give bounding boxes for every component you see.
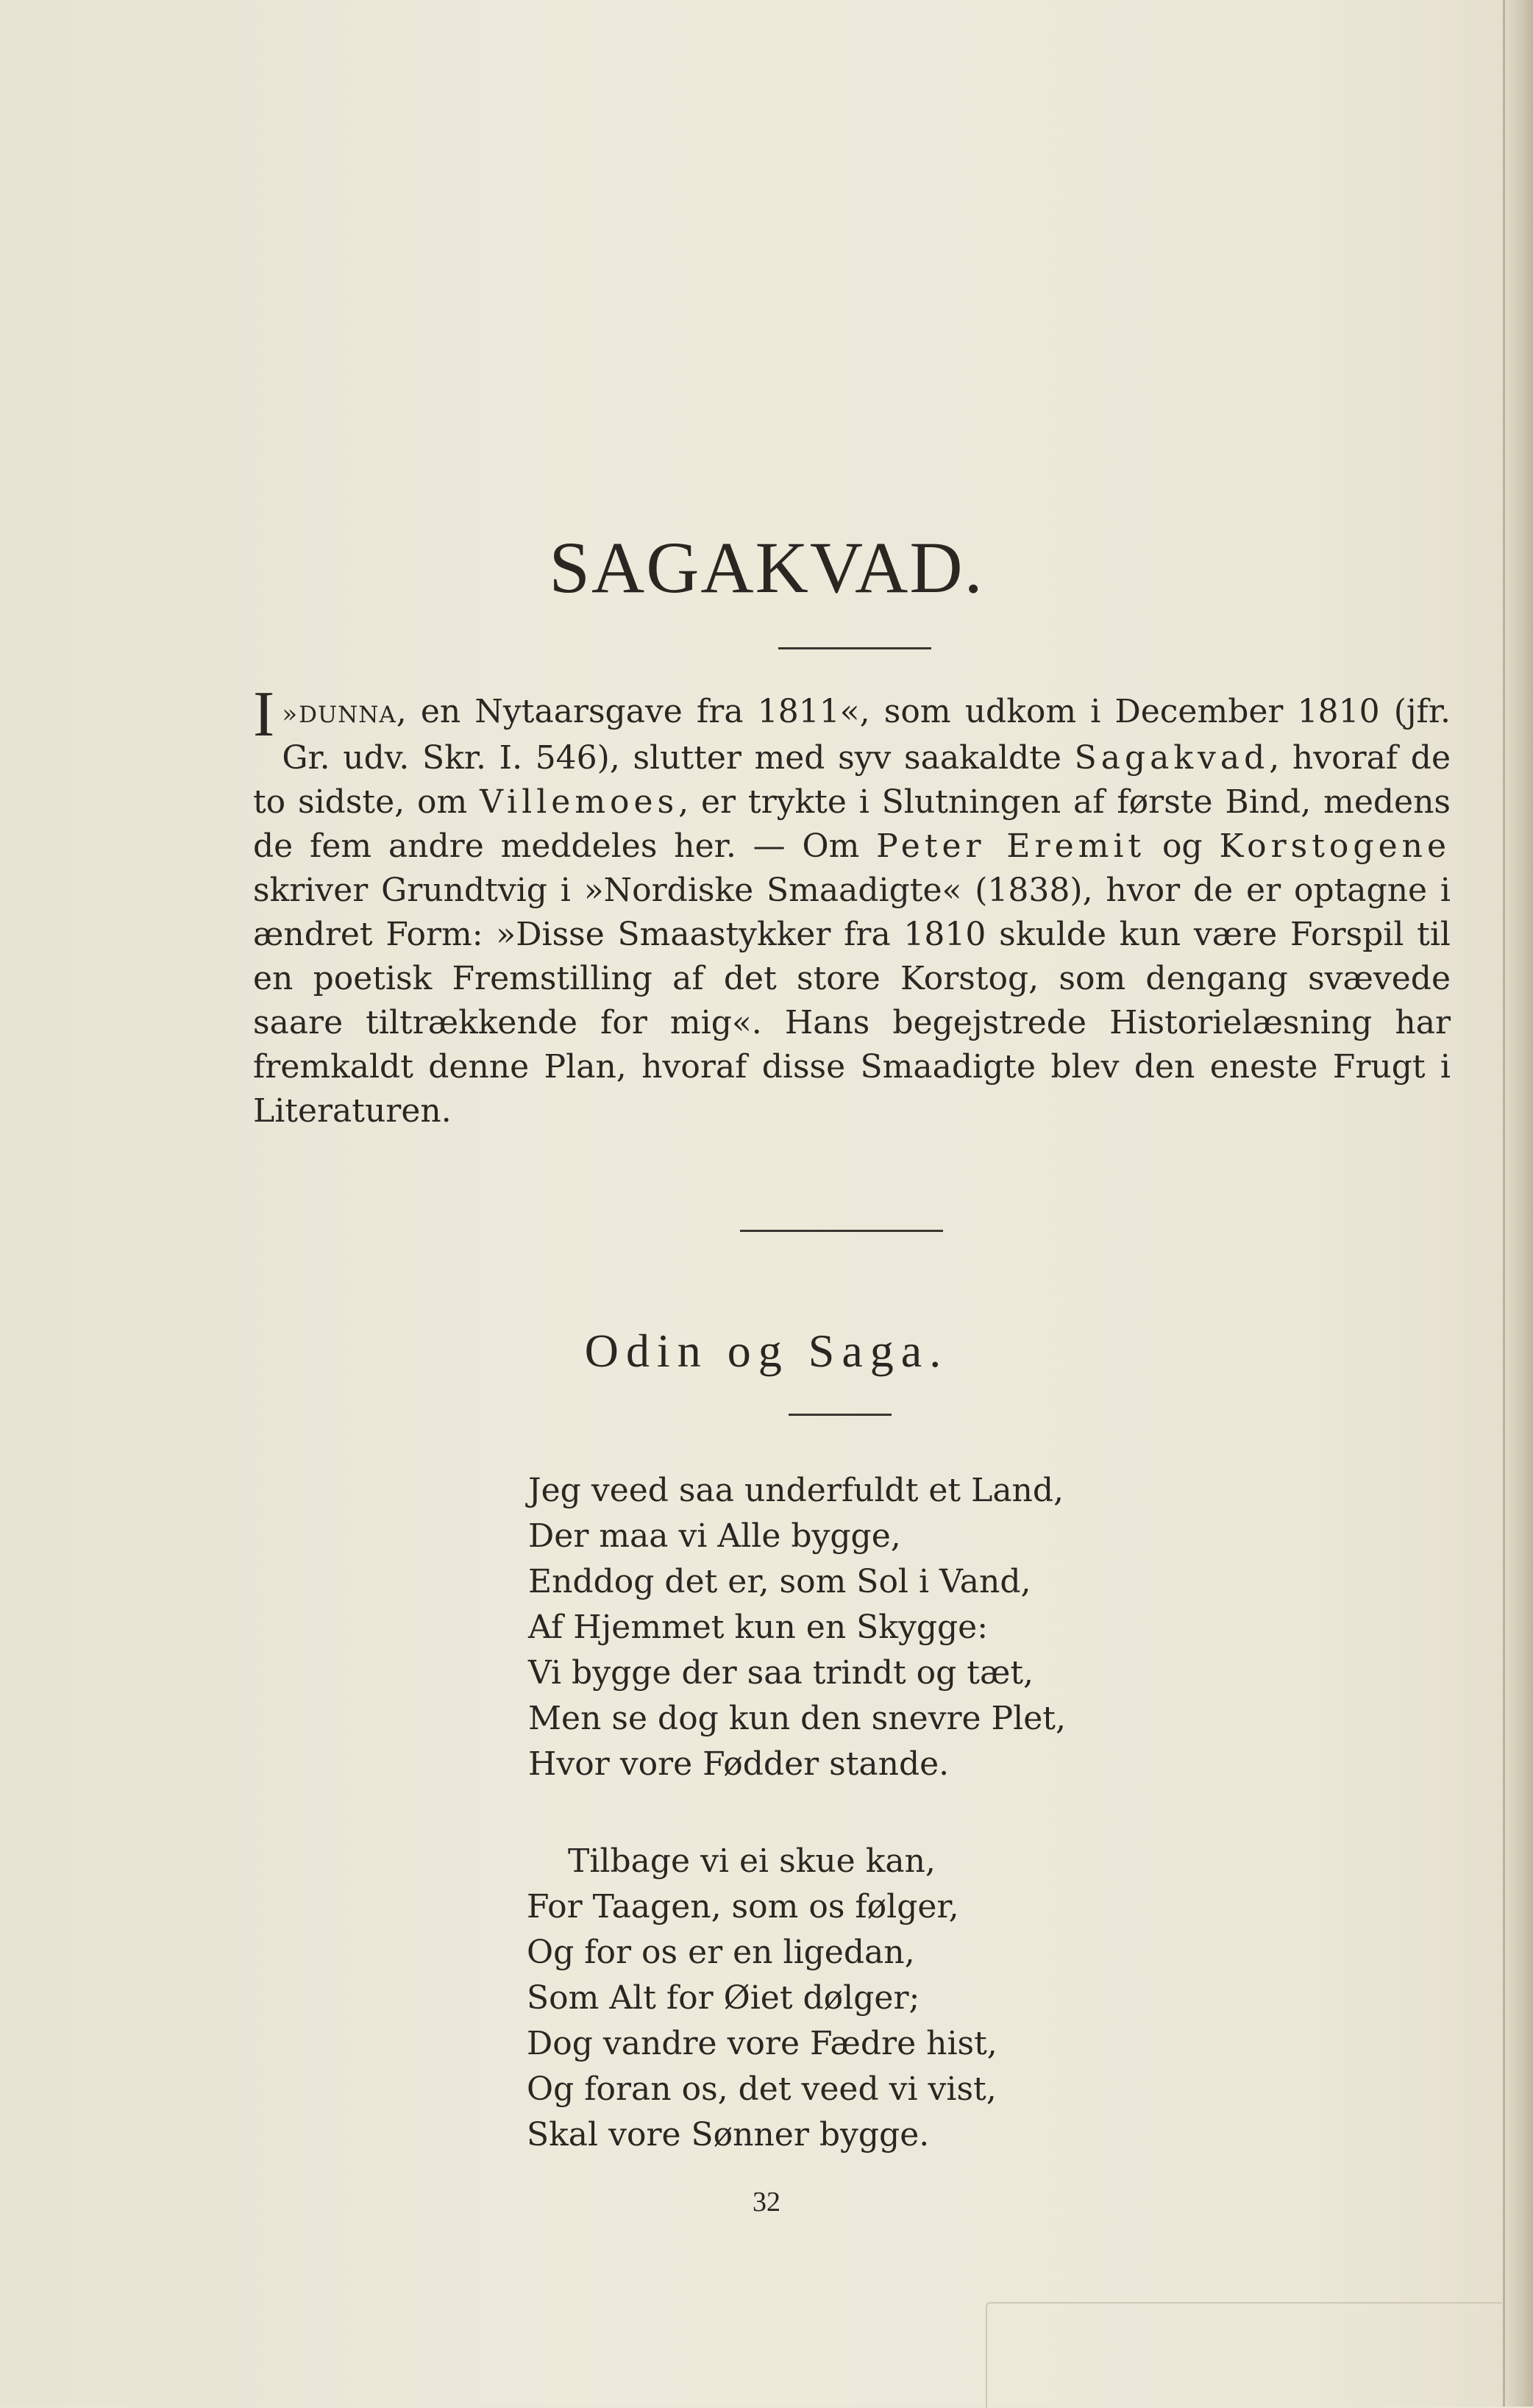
poem-line: Vi bygge der saa trindt og tæt, bbox=[528, 1654, 1034, 1692]
intro-spaced-peter-eremit: Peter Eremit bbox=[876, 827, 1146, 865]
intro-spaced-korstogene: Korstogene bbox=[1219, 827, 1451, 865]
poem-line: Enddog det er, som Sol i Vand, bbox=[528, 1563, 1031, 1600]
poem-line: Og foran os, det veed vi vist, bbox=[527, 2070, 997, 2108]
intro-text-4: og bbox=[1145, 827, 1220, 865]
poem-line: Hvor vore Fødder stande. bbox=[528, 1745, 950, 1783]
drop-cap: I bbox=[253, 679, 275, 750]
title-divider bbox=[778, 647, 931, 649]
open-quote: » bbox=[282, 699, 298, 729]
poem-line: Som Alt for Øiet dølger; bbox=[527, 1979, 920, 2017]
intro-text-3: , er trykte i Slutningen af første Bind, medens de fem andre meddeles her. — Om bbox=[253, 783, 1451, 865]
intro-text-2: , hvoraf de to sidste, om bbox=[253, 739, 1451, 821]
poem-line: Tilbage vi ei skue kan, bbox=[568, 1842, 936, 1880]
page-number: 32 bbox=[753, 2187, 780, 2218]
page-corner-shadow bbox=[986, 2302, 1502, 2408]
section-divider bbox=[740, 1230, 943, 1232]
intro-text-5: skriver Grundtvig i »Nordiske Smaadigte« (1838), hvor de er optagne i ændret Form: »Disse Smaastykker fra 1810 skulde kun være Forspil til en poetisk Fremstilling af det store Korstog, som dengang svævede saare tiltrækkende for mig«. Hans begejstrede Historielæsning har fremkaldt denne Plan, hvoraf disse Smaadigte blev den eneste Frugt i Literaturen. bbox=[253, 872, 1451, 1130]
section-title: SAGAKVAD. bbox=[549, 527, 984, 608]
poem-line: Af Hjemmet kun en Skygge: bbox=[528, 1609, 989, 1646]
poem-line: Men se dog kun den snevre Plet, bbox=[528, 1700, 1066, 1737]
poem-line: Dog vandre vore Fædre hist, bbox=[527, 2025, 997, 2062]
poem-title-divider bbox=[789, 1414, 892, 1416]
intro-text-1: , en Nytaarsgave fra 1811«, som udkom i December 1810 (jfr. Gr. udv. Skr. I. 546), slutter med syv saakaldte bbox=[282, 693, 1451, 777]
poem-line: For Taagen, som os følger, bbox=[527, 1888, 959, 1926]
page-edge bbox=[1503, 0, 1533, 2407]
intro-spaced-villemoes: Villemoes bbox=[480, 783, 679, 821]
intro-paragraph bbox=[253, 679, 1451, 1133]
poem-line: Og for os er en ligedan, bbox=[527, 1934, 915, 1971]
poem-line: Jeg veed saa underfuldt et Land, bbox=[528, 1472, 1064, 1509]
poem-stanza-2 bbox=[527, 1839, 997, 2158]
poem-stanza-1 bbox=[528, 1468, 1066, 1787]
poem-line: Der maa vi Alle bygge, bbox=[528, 1517, 901, 1555]
poem-line: Skal vore Sønner bygge. bbox=[527, 2116, 930, 2154]
poem-title: Odin og Saga. bbox=[584, 1325, 949, 1377]
intro-lead-smallcaps: dunna bbox=[299, 693, 396, 730]
intro-spaced-sagakvad: Sagakvad bbox=[1074, 739, 1270, 777]
